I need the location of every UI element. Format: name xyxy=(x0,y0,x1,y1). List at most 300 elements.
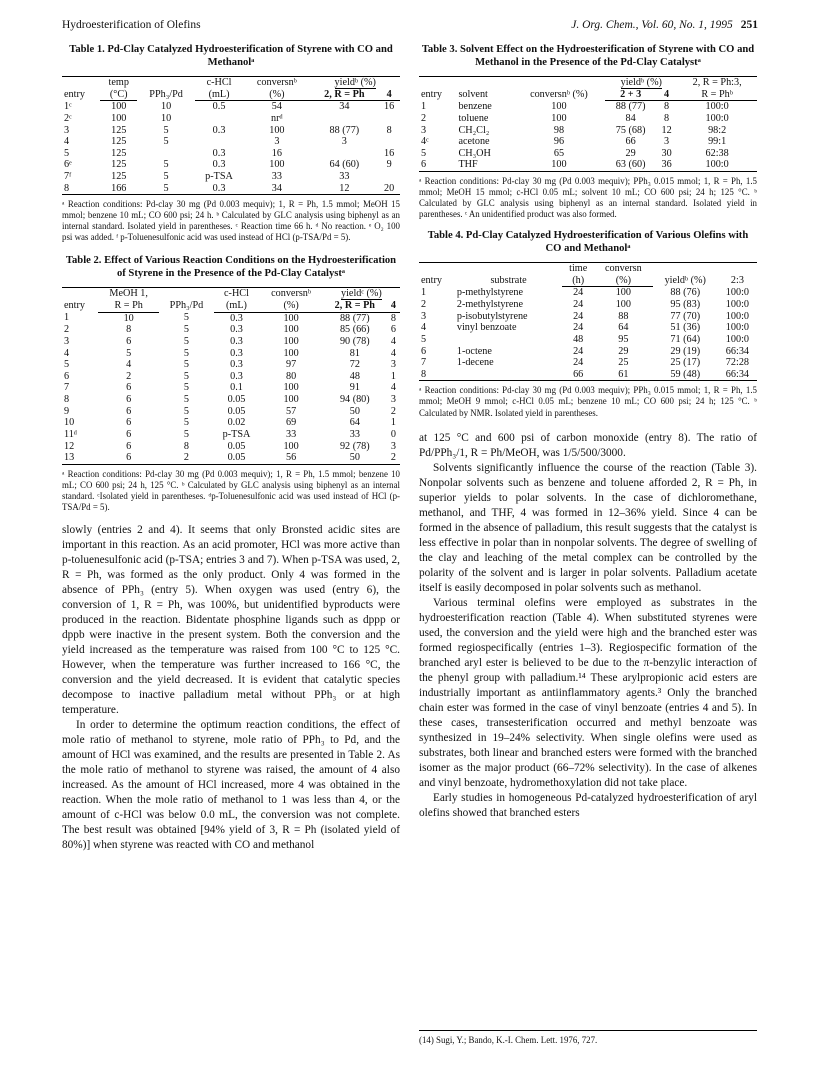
table-cell: 5 xyxy=(183,370,189,382)
table-cell: 100 xyxy=(283,394,299,406)
table-cell: 48 xyxy=(349,370,360,382)
table-cell: p-TSA xyxy=(222,428,251,440)
table2-head-ratio: PPh₃/Pd xyxy=(159,288,213,312)
table-cell: CH₂Cl₂ xyxy=(458,124,490,136)
table-cell: 6 xyxy=(126,417,132,429)
table-cell: 75 (68) xyxy=(615,124,646,136)
table-cell: 125 xyxy=(111,136,127,148)
table-cell: 4 xyxy=(390,347,396,359)
table1-head-temp: temp xyxy=(100,76,137,88)
table-cell: 1 xyxy=(421,101,427,113)
table-row xyxy=(62,382,400,394)
table-cell xyxy=(195,113,244,125)
table-row xyxy=(419,322,757,334)
table-cell: 80 xyxy=(286,370,297,382)
table-row xyxy=(62,371,400,383)
table1-head-conv-unit: (%) xyxy=(243,89,310,101)
table-cell: 100 xyxy=(283,382,299,394)
table-cell: 8 xyxy=(64,394,70,406)
table-cell: 12 xyxy=(310,183,378,195)
paragraph: at 125 °C and 600 psi of carbon monoxide (entry 8). The ratio of Pd/PPh₃/1, R = Ph/MeOH, was 1/5/500/3000. xyxy=(419,431,757,459)
table-cell: 7 xyxy=(421,357,427,369)
table-cell: 12 xyxy=(661,124,672,136)
table2-head-product-2: 2, R = Ph xyxy=(323,300,387,312)
table-cell: CH₃OH xyxy=(458,147,491,159)
table-cell: 94 (80) xyxy=(339,394,370,406)
table-row xyxy=(62,336,400,348)
table-cell: 88 (77) xyxy=(329,124,360,136)
table-cell: 3 xyxy=(664,136,670,148)
table-cell: 5 xyxy=(163,171,169,183)
table-cell: 25 xyxy=(618,357,629,369)
table-row xyxy=(419,346,757,358)
table-cell: 2ᶜ xyxy=(64,112,72,124)
table-row xyxy=(62,148,400,160)
table-cell: 0 xyxy=(390,428,396,440)
table3-head-conv: conversnᵇ (%) xyxy=(513,76,606,100)
table-cell: 100:0 xyxy=(705,112,729,124)
table-cell: 100:0 xyxy=(725,333,750,345)
table-row xyxy=(62,171,400,183)
table-row xyxy=(419,101,757,113)
table-cell: 5 xyxy=(137,183,194,195)
table-cell: 100 xyxy=(283,312,299,324)
table-cell: 72 xyxy=(349,359,360,371)
table-cell: 3 xyxy=(421,310,427,322)
table-cell: 5 xyxy=(64,359,70,371)
table-cell: 36 xyxy=(656,159,677,171)
table-cell: 84 xyxy=(625,112,636,124)
table-cell: 6 xyxy=(98,452,159,464)
table-cell: 5 xyxy=(421,333,427,345)
table-row xyxy=(62,452,400,464)
table-cell: 8 xyxy=(419,369,455,381)
table1-head-hcl-unit: (mL) xyxy=(195,89,244,101)
table-cell: 100:0 xyxy=(725,287,750,299)
table-cell: 2 xyxy=(421,299,427,311)
table-cell: 9 xyxy=(386,159,392,171)
table-cell: 0.5 xyxy=(212,101,226,113)
table-row xyxy=(62,136,400,148)
table2-head-conv-unit: (%) xyxy=(259,300,322,312)
running-header xyxy=(62,18,758,36)
table4-head-time: time xyxy=(562,263,594,275)
table4-head-conv: conversn xyxy=(594,263,653,275)
table-cell: 10 xyxy=(123,312,134,324)
table2-head-meoh-r: R = Ph xyxy=(98,300,159,312)
table2-head-hcl-unit: (mL) xyxy=(214,300,260,312)
table2-footnote: ᵃ Reaction conditions: Pd-clay 30 mg (Pd 0.003 mequiv); 1, R = Ph, 1.5 mmol; benzene 10 mL; CO 600 psi; 24 h, 125 °C. ᵇ Calculated by GLC analysis using biphenyl as an internal standard. ᶜIsolated yield in parentheses. ᵈp-Toluenesulfonic acid was used instead of HCl (p-TSA/Pd = 5). xyxy=(62,468,400,512)
table-cell: 3 xyxy=(341,136,347,148)
table1 xyxy=(62,76,400,195)
table2-head-meoh: MeOH 1, xyxy=(98,288,159,300)
table-row xyxy=(62,348,400,360)
table-cell: 5 xyxy=(163,136,169,148)
table-cell: 59 (48) xyxy=(653,369,718,381)
table-cell: 0.02 xyxy=(227,417,246,429)
table-cell xyxy=(310,148,378,160)
table-cell: 57 xyxy=(286,405,297,417)
table-cell: 13 xyxy=(62,452,98,464)
table-row xyxy=(62,101,400,113)
table-cell: THF xyxy=(456,159,512,171)
table-cell: 64 xyxy=(618,322,629,334)
table-cell xyxy=(310,113,378,125)
table-cell: 1-octene xyxy=(456,345,492,357)
left-body-text xyxy=(62,523,400,853)
table-cell: 0.1 xyxy=(230,382,243,394)
table-cell: 100 xyxy=(615,287,631,299)
table-cell: 7 xyxy=(64,382,70,394)
table-cell: 16 xyxy=(384,101,395,113)
table-cell: 5 xyxy=(183,335,189,347)
table-cell: 5 xyxy=(126,347,132,359)
table1-footnote: ᵃ Reaction conditions: Pd-clay 30 mg (Pd 0.003 mequiv); 1, R = Ph, 1.5 mmol; MeOH 15 mmol; benzene 10 mL; CO 600 psi; 24 h. ᵇ Calculated by GLC analysis using biphenyl as an internal standard. Isolated yield in parentheses. ᶜ Reaction time 66 h. ᵈ No reaction. ᵉ O₂ 100 psi was added. ᶠ p-Toluenesulfonic acid was used instead of HCl (p-TSA/Pd = 5). xyxy=(62,199,400,243)
table2-head-entry: entry xyxy=(62,288,98,312)
table-cell: 0.05 xyxy=(214,452,260,464)
table4-head-time-unit: (h) xyxy=(562,275,594,287)
table-row xyxy=(419,311,757,323)
table-row xyxy=(62,159,400,171)
table-cell: 2 xyxy=(159,452,213,464)
table-cell: 5 xyxy=(183,417,189,429)
table-cell: 9 xyxy=(64,405,70,417)
table-cell: 2-methylstyrene xyxy=(456,299,524,311)
table-cell: 24 xyxy=(573,287,584,299)
table-cell: 5 xyxy=(421,147,427,159)
table4-footnote: ᵃ Reaction conditions: Pd-clay 30 mg (Pd 0.003 mequiv); PPh₃ 0.015 mmol; 1, R = Ph, 1.5 mmol; MeOH 9 mmol; c-HCl 0.05 mL; benzene 10 mL; CO 600 psi; 24 h; 125 °C. ᵇ Calculated by NMR. Isolated yield in parentheses. xyxy=(419,385,757,418)
table-cell: 125 xyxy=(111,124,127,136)
table-cell: 5 xyxy=(163,159,169,171)
table-row xyxy=(62,429,400,441)
table-cell: 77 (70) xyxy=(670,310,701,322)
table-cell: 69 xyxy=(286,417,297,429)
table-cell: 88 (76) xyxy=(670,287,701,299)
table-cell: 6ᵉ xyxy=(64,159,72,171)
table-cell: 24 xyxy=(573,345,584,357)
table-cell: 16 xyxy=(271,147,282,159)
table-cell: 8 xyxy=(183,440,189,452)
table-cell: 6 xyxy=(126,394,132,406)
table-cell: 6 xyxy=(126,440,132,452)
table-cell: 100 xyxy=(111,112,127,124)
table-cell: 0.3 xyxy=(212,124,226,136)
table2-head-hcl: c-HCl xyxy=(214,288,260,300)
table-cell: 5 xyxy=(183,394,189,406)
table-cell: 100 xyxy=(513,159,606,171)
table-cell: 166 xyxy=(100,183,137,195)
paragraph: Solvents significantly influence the course of the reaction (Table 3). Nonpolar solvents such as benzene and toluene afforded 2, R = Ph, in superior yields to polar solvents. In the case of dichloromethane, methanol, and THF, 4 was formed in 12–36% yield. Since 4 can be formed in the absence of palladium, this result suggests that the catalyst is less effective in polar than in nonpolar solvents. The degree of swelling of the clay and leaching of the metal complex can be controlled by the polarity of the solvent and is larger in polar solvents. Palladium acetate itself is easily decomposed in polar solvents such as methanol. xyxy=(419,461,757,594)
table-row xyxy=(419,125,757,137)
table3-head-ratio-2: R = Phᵇ xyxy=(677,89,757,101)
table-cell xyxy=(137,148,194,160)
table-row xyxy=(62,441,400,453)
table-cell: benzene xyxy=(458,101,492,113)
table-cell: 100 xyxy=(283,347,299,359)
paragraph: In order to determine the optimum reaction conditions, the effect of mole ratio of methanol to styrene, mole ratio of PPh₃ to Pd, and the amount of HCl was examined, and the results are presented in Table 2. As the mole ratio of methanol to styrene was raised, the amount of 4 also increased. As the amount of HCl increased, more 4 was obtained in the reaction. When the mole ratio of methanol to 1 was less than 4, or the amount of c-HCl was below 0.0 mL, the conversion was not complete. The best result was obtained [94% yield of 3, R = Ph (isolated yield of 80%)] when styrene was reacted with CO and methanol xyxy=(62,719,400,852)
table-row xyxy=(62,113,400,125)
table-cell: 0.3 xyxy=(230,370,243,382)
table-cell: 6 xyxy=(64,370,70,382)
table-cell: 62:38 xyxy=(705,147,729,159)
table-cell: 0.3 xyxy=(212,159,226,171)
reference-footnote: (14) Sugi, Y.; Bando, K.-I. Chem. Lett. 1976, 727. xyxy=(419,1030,757,1047)
table-cell: 0.05 xyxy=(227,394,246,406)
table-row xyxy=(419,136,757,148)
table-cell: 7ᶠ xyxy=(64,171,72,183)
table-cell: 56 xyxy=(259,452,322,464)
table-cell xyxy=(378,113,400,125)
table-cell: 2 xyxy=(421,112,427,124)
table-row xyxy=(419,299,757,311)
table-cell: 125 xyxy=(111,159,127,171)
table-cell: 66:34 xyxy=(718,369,757,381)
table-row xyxy=(62,183,400,195)
table-cell: 48 xyxy=(573,333,584,345)
right-column xyxy=(419,44,757,821)
table-cell: 50 xyxy=(323,452,387,464)
table-row xyxy=(419,148,757,160)
table-cell: 0.3 xyxy=(230,359,243,371)
table-row xyxy=(419,287,757,299)
left-column xyxy=(62,44,400,853)
table-row xyxy=(419,334,757,346)
table-cell: 8 xyxy=(664,112,670,124)
table-cell: 98:2 xyxy=(708,124,727,136)
table-cell: 5 xyxy=(183,347,189,359)
table-row xyxy=(62,125,400,137)
table-cell: 6 xyxy=(419,159,456,171)
table-row xyxy=(419,113,757,125)
table1-head-yield: yieldᵇ (%) xyxy=(310,76,400,88)
table-cell: 64 (60) xyxy=(329,159,360,171)
table-cell: 24 xyxy=(573,310,584,322)
table-cell: 4 xyxy=(421,322,427,334)
table-cell: 2 xyxy=(390,405,396,417)
table-cell: 100 xyxy=(111,101,127,113)
table-row xyxy=(62,406,400,418)
table-cell: 8 xyxy=(390,312,396,324)
table-cell: 6 xyxy=(126,428,132,440)
table-cell: 33 xyxy=(286,428,297,440)
table3 xyxy=(419,76,757,172)
table-cell: 71 (64) xyxy=(670,333,701,345)
table-cell: 0.3 xyxy=(230,324,243,336)
table-cell: 1 xyxy=(390,370,396,382)
table-cell: 29 (19) xyxy=(670,345,701,357)
table-cell: 1 xyxy=(421,287,427,299)
table-cell: 8 xyxy=(62,183,100,195)
table1-head-conv: conversnᵇ xyxy=(243,76,310,88)
table3-footnote: ᵃ Reaction conditions: Pd-clay 30 mg (Pd 0.003 mequiv); PPh₃ 0.015 mmol; 1, R = Ph, 1.5 mmol; MeOH 15 mmol; c-HCl 0.05 mL; solvent 10 mL; CO 600 psi; 24 h; 125 °C. ᵇ Calculated by GLC analysis using biphenyl as an internal standard. Isolated yield in parentheses. ᶜ An unidentified product was also formed. xyxy=(419,176,757,220)
table2-head-product-4: 4 xyxy=(387,300,400,312)
table-cell: 2 xyxy=(387,452,400,464)
table-cell: 100:0 xyxy=(725,322,750,334)
table-cell: 85 (66) xyxy=(339,324,370,336)
table-cell: 100 xyxy=(283,440,299,452)
table-cell: 100 xyxy=(551,101,567,113)
table-cell: 125 xyxy=(111,147,127,159)
paragraph: Various terminal olefins were employed as substrates in the hydroesterification reaction (Table 4). When substituted styrenes were used, the conversion and the yield were high and the branched ester was formed regiospecifically (entries 1–3). Regiospecific formation of the branched aryl ester is believed to be due to the π-benzylic interaction of the phenyl group with palladium.¹⁴ These arylpropionic acid esters are industrially important as antiinflammatory agents.³ Only the branched chain ester was formed in the case of vinyl benzoate (entries 4 and 5). In these cases, transesterification occurred and methyl benzoate was synthesized in 19–24% selectivity. When single olefins were used as substrates, both linear and branched esters were formed with the branched isomer as the major product (66–72% selectivity). In the case of alkenes and vinyl benzoate, hydromethoxylation did not take place. xyxy=(419,596,757,789)
table-cell: 30 xyxy=(661,147,672,159)
table2-head-yield: yieldᶜ (%) xyxy=(323,288,400,300)
table-cell: 4 xyxy=(390,335,396,347)
table-cell: 3 xyxy=(64,124,70,136)
table2 xyxy=(62,287,400,465)
table-cell: 24 xyxy=(573,357,584,369)
table-cell: 54 xyxy=(271,101,282,113)
table-cell: 61 xyxy=(594,369,653,381)
table-cell: nrᵈ xyxy=(271,112,283,124)
table-cell: 0.3 xyxy=(230,335,243,347)
table-cell: 33 xyxy=(339,171,350,183)
table1-head-temp-unit: (°C) xyxy=(100,89,137,101)
table-cell: 3 xyxy=(274,136,280,148)
table-cell: acetone xyxy=(458,136,490,148)
table-cell: 6 xyxy=(126,405,132,417)
table-cell: p-methylstyrene xyxy=(456,287,524,299)
table-cell: 16 xyxy=(384,147,395,159)
table-cell: 125 xyxy=(111,171,127,183)
table-cell: 81 xyxy=(349,347,360,359)
table1-head-ratio: PPh₃/Pd xyxy=(137,76,194,100)
table3-head-product-4: 4 xyxy=(656,89,677,101)
table4-head-ratio: 2:3 xyxy=(718,263,757,287)
table-cell: vinyl benzoate xyxy=(456,322,517,334)
paragraph: Early studies in homogeneous Pd-catalyzed hydroesterification of aryl olefins showed that branched esters xyxy=(419,791,757,819)
table-cell: 3 xyxy=(390,394,396,406)
running-title: Hydroesterification of Olefins xyxy=(62,19,201,31)
table-cell: 0.3 xyxy=(230,347,243,359)
table4-head-yield: yieldᵇ (%) xyxy=(653,263,718,287)
table-cell: 10 xyxy=(160,112,172,124)
table-cell: 95 xyxy=(618,333,629,345)
table-cell: 63 (60) xyxy=(605,159,656,171)
table3-head-yield: yieldᵇ (%) xyxy=(605,76,677,88)
table-cell: 0.3 xyxy=(212,147,226,159)
right-body-text xyxy=(419,431,757,821)
table-cell: 100:0 xyxy=(705,101,729,113)
table-cell: 65 xyxy=(553,147,565,159)
table-cell: 100:0 xyxy=(725,299,750,311)
table-cell: 0.05 xyxy=(227,405,246,417)
table-cell: 6 xyxy=(126,335,132,347)
table-cell: 1 xyxy=(390,417,396,429)
table4-head-substrate: substrate xyxy=(455,263,562,287)
table2-head-conv: conversnᵇ xyxy=(259,288,322,300)
table-cell: 100 xyxy=(283,335,299,347)
table4 xyxy=(419,262,757,381)
table-cell: 5 xyxy=(183,324,189,336)
table-cell: 72:28 xyxy=(725,357,750,369)
journal-name: J. Org. Chem., Vol. 60, No. 1, 1995 xyxy=(571,19,733,31)
table-cell: 4 xyxy=(64,136,70,148)
table-row xyxy=(62,417,400,429)
table-cell: 8 xyxy=(386,124,392,136)
table-cell: 1ᶜ xyxy=(64,101,72,113)
table-cell: 5 xyxy=(163,124,169,136)
table-row xyxy=(419,369,757,381)
table-cell: 0.3 xyxy=(230,312,243,324)
table-cell: 100 xyxy=(269,124,285,136)
table-cell: 96 xyxy=(553,136,565,148)
table-cell xyxy=(455,369,562,381)
table3-head-solvent: solvent xyxy=(456,76,512,100)
table-cell: 33 xyxy=(271,171,282,183)
table-cell: 3 xyxy=(390,440,396,452)
table-cell: 100:0 xyxy=(725,310,750,322)
table-cell: 6 xyxy=(126,382,132,394)
table3-head-product-23: 2 + 3 xyxy=(605,89,656,101)
table-cell: 4 xyxy=(390,382,396,394)
table-cell: 100 xyxy=(269,159,285,171)
table-cell: 91 xyxy=(349,382,360,394)
table-cell: 2 xyxy=(64,324,70,336)
table-cell: 51 (36) xyxy=(670,322,701,334)
table-cell: 66:34 xyxy=(725,345,750,357)
table-cell: 10 xyxy=(64,417,75,429)
table1-caption: Table 1. Pd-Clay Catalyzed Hydroesterification of Styrene with CO and Methanolᵃ xyxy=(69,44,393,68)
table1-head-hcl: c-HCl xyxy=(195,76,244,88)
table-cell: 34 xyxy=(339,101,350,113)
table-cell: 88 (77) xyxy=(339,312,370,324)
table-cell: 33 xyxy=(349,428,360,440)
table-cell: 3 xyxy=(390,359,396,371)
table-cell: 2 xyxy=(126,370,132,382)
journal-citation xyxy=(571,18,758,33)
table-row xyxy=(62,359,400,371)
table1-head-product-4: 4 xyxy=(378,89,400,101)
table-cell: 24 xyxy=(573,322,584,334)
table-cell: 0.05 xyxy=(227,440,246,452)
table-cell: 5 xyxy=(183,405,189,417)
table-cell: toluene xyxy=(458,112,489,124)
table-cell: 98 xyxy=(553,124,565,136)
table-cell: 50 xyxy=(349,405,360,417)
table-cell: 1 xyxy=(64,312,70,324)
table-cell: 11ᵈ xyxy=(64,428,77,440)
table-cell: 4ᶜ xyxy=(421,136,429,148)
table-cell: 6 xyxy=(390,324,396,336)
table-cell: 100:0 xyxy=(677,159,757,171)
table-cell: 5 xyxy=(64,147,70,159)
table4-head-conv-unit: (%) xyxy=(594,275,653,287)
table-cell: 99:1 xyxy=(708,136,727,148)
table-cell: 92 (78) xyxy=(339,440,370,452)
table-cell: 29 xyxy=(618,345,629,357)
table-cell: 66 xyxy=(625,136,636,148)
table-cell: 25 (17) xyxy=(670,357,701,369)
table-row xyxy=(62,324,400,336)
table4-head-entry: entry xyxy=(419,263,455,287)
page-number: 251 xyxy=(740,19,758,31)
table-cell: 5 xyxy=(183,382,189,394)
table-cell: 5 xyxy=(183,428,189,440)
table-row xyxy=(419,357,757,369)
table-row xyxy=(62,312,400,324)
table1-head-product-2: 2, R = Ph xyxy=(310,89,378,101)
table-cell: p-TSA xyxy=(205,171,233,183)
table-cell: 6 xyxy=(421,345,427,357)
table3-caption: Table 3. Solvent Effect on the Hydroesterification of Styrene with CO and Methanol in the Presence of the Pd-Clay Catalystᵃ xyxy=(421,44,755,68)
table-cell: 100 xyxy=(551,112,567,124)
table-cell xyxy=(378,136,400,148)
table-cell: 8 xyxy=(664,101,670,113)
table-cell: 10 xyxy=(160,101,172,113)
table-cell: 100 xyxy=(615,299,631,311)
table-cell: 66 xyxy=(562,369,594,381)
table-cell: 5 xyxy=(183,312,189,324)
